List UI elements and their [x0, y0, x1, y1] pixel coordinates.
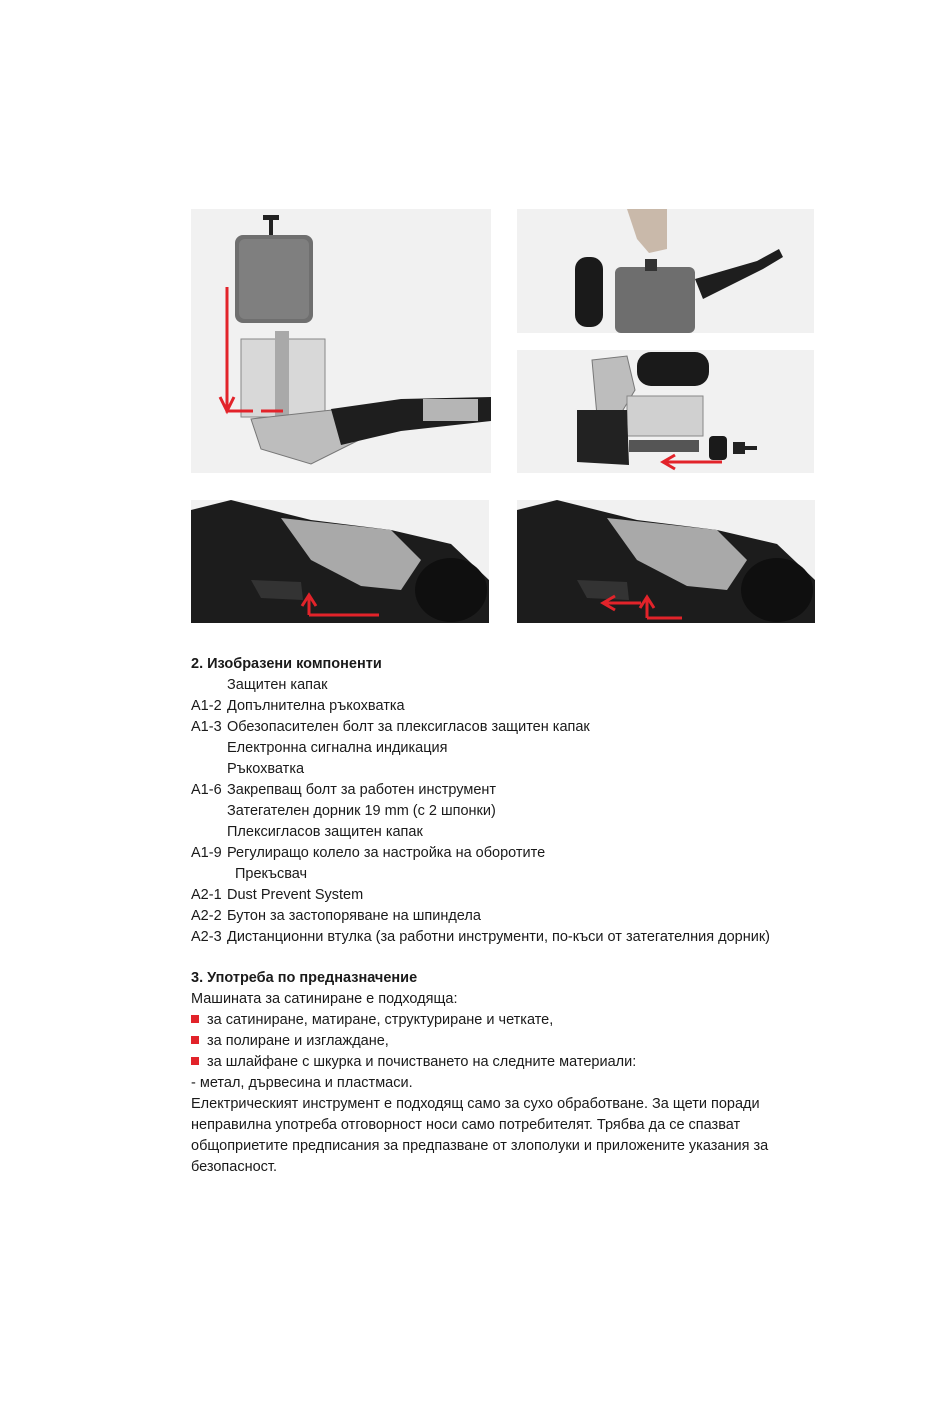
component-item [191, 717, 821, 738]
component-code: A2-1 [191, 887, 222, 903]
component-code: A1-2 [191, 698, 222, 714]
component-list [191, 675, 821, 948]
component-label: Dust Prevent System [227, 887, 364, 903]
usage-item [191, 1031, 821, 1052]
component-label: Плексигласов защитен капак [227, 824, 423, 840]
usage-item-text: за полиране и изглаждане, [207, 1033, 389, 1049]
usage-list [191, 1010, 821, 1073]
component-item [191, 675, 821, 696]
section3-heading: 3. Употреба по предназначение [191, 970, 418, 986]
figure-a1-tool-mount [517, 209, 814, 333]
component-label: Обезопасителен болт за плексигласов защитен капак [227, 719, 590, 735]
component-label: Допълнителна ръкохватка [227, 698, 405, 714]
component-code: A1-3 [191, 719, 222, 735]
component-item [191, 843, 821, 864]
materials-line: - метал, дървесина и пластмаси. [191, 1075, 413, 1091]
component-label: Прекъсвач [235, 866, 308, 882]
usage-paragraph [191, 1094, 821, 1178]
component-code: A2-3 [191, 929, 222, 945]
component-label: Закрепващ болт за работен инструмент [227, 782, 497, 798]
component-item [191, 906, 821, 927]
paragraph-line: Електрическият инструмент е подходящ само за сухо обработване. За щети поради [191, 1096, 760, 1112]
component-code: A1-9 [191, 845, 222, 861]
component-label: Затегателен дорник 19 mm (с 2 шпонки) [227, 803, 496, 819]
section2-heading: 2. Изобразени компоненти [191, 656, 382, 672]
usage-item [191, 1010, 821, 1031]
usage-item [191, 1052, 821, 1073]
tool-mount-illustration [517, 209, 814, 333]
component-item [191, 738, 821, 759]
component-label: Електронна сигнална индикация [227, 740, 448, 756]
figure-a2-dust-prevent [517, 350, 814, 473]
component-item [191, 696, 821, 717]
paragraph-line: общоприетите предписания за предпазване от злополуки и приложените указания за [191, 1138, 769, 1154]
figure-switch-step2 [517, 500, 815, 623]
paragraph-line: безопасност. [191, 1159, 277, 1175]
dust-prevent-illustration [517, 350, 814, 473]
component-label: Дистанционни втулка (за работни инструменти, по-къси от затегателния дорник) [227, 929, 770, 945]
component-label: Ръкохватка [227, 761, 305, 777]
red-square-bullet-icon [191, 1015, 199, 1023]
component-label: Защитен капак [227, 677, 328, 693]
section3-intro: Машината за сатиниране е подходяща: [191, 991, 458, 1007]
component-label: Регулиращо колело за настройка на оборотите [227, 845, 546, 861]
satin-machine-illustration [191, 209, 491, 473]
component-item [191, 864, 821, 885]
component-code: A1-6 [191, 782, 222, 798]
component-item [191, 822, 821, 843]
red-square-bullet-icon [191, 1036, 199, 1044]
manual-text [191, 654, 821, 1178]
handle-switch-illustration [517, 500, 815, 623]
handle-switch-illustration [191, 500, 489, 623]
component-item [191, 759, 821, 780]
red-square-bullet-icon [191, 1057, 199, 1065]
figure-a1-overview [191, 209, 491, 473]
paragraph-line: неправилна употреба отговорност носи само потребителят. Трябва да се спазват [191, 1117, 741, 1133]
component-item [191, 927, 821, 948]
component-item [191, 801, 821, 822]
component-item [191, 885, 821, 906]
usage-item-text: за сатиниране, матиране, структуриране и четкате, [207, 1012, 554, 1028]
component-label: Бутон за застопоряване на шпиндела [227, 908, 481, 924]
figure-switch-step1 [191, 500, 489, 623]
usage-item-text: за шлайфане с шкурка и почистването на следните материали: [207, 1054, 637, 1070]
component-item [191, 780, 821, 801]
component-code: A2-2 [191, 908, 222, 924]
